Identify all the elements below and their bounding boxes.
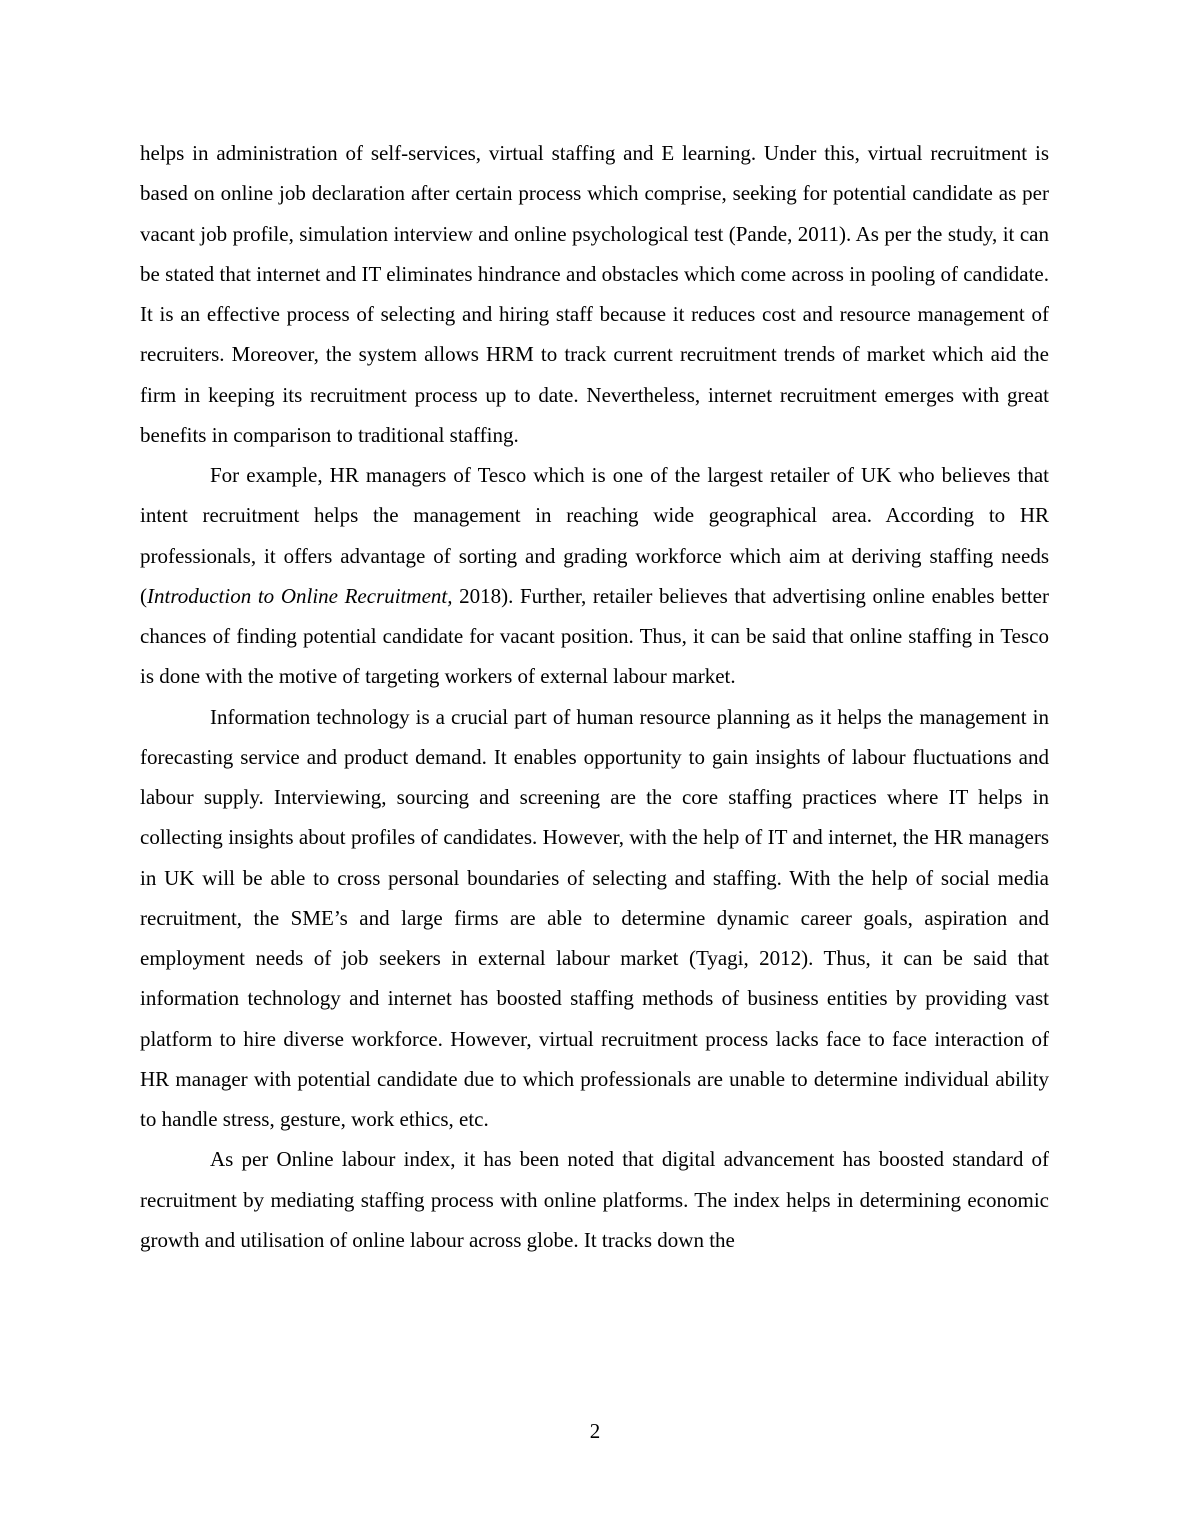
body-text — [140, 133, 1049, 1260]
paragraph-online-recruitment-overview: helps in administration of self-services, virtual staffing and E learning. Under this, virtual recruitment is based on online job declaration after certain process which comprise, seeking for potential candidate as per vacant job profile, simulation interview and online psychological test (Pande, 2011). As per the study, it can be stated that internet and IT eliminates hindrance and obstacles which come across in pooling of candidate. It is an effective process of selecting and hiring staff because it reduces cost and resource management of recruiters. Moreover, the system allows HRM to track current recruitment trends of market which aid the firm in keeping its recruitment process up to date. Nevertheless, internet recruitment emerges with great benefits in comparison to traditional staffing. — [140, 141, 1049, 447]
citation-title: Introduction to Online Recruitment, — [147, 583, 453, 608]
paragraph-tesco-example — [140, 455, 1049, 697]
paragraph-information-technology: Information technology is a crucial part of human resource planning as it helps the management in forecasting service and product demand. It enables opportunity to gain insights of labour fluctuations and labour supply. Interviewing, sourcing and screening are the core staffing practices where IT helps in collecting insights about profiles of candidates. However, with the help of IT and internet, the HR managers in UK will be able to cross personal boundaries of selecting and staffing. With the help of social media recruitment, the SME’s and large firms are able to determine dynamic career goals, aspiration and employment needs of job seekers in external labour market (Tyagi, 2012). Thus, it can be said that information technology and internet has boosted staffing methods of business entities by providing vast platform to hire diverse workforce. However, virtual recruitment process lacks face to face interaction of HR manager with potential candidate due to which professionals are unable to determine individual ability to handle stress, gesture, work ethics, etc. — [140, 704, 1049, 1131]
paragraph-tesco-text-after-citation: 2018). Further, retailer believes that advertising online enables better chances of finding potential candidate for vacant position. Thus, it can be said that online staffing in Tesco is done with the motive of targeting workers of external labour market. — [140, 583, 1049, 689]
page-number: 2 — [589, 1419, 601, 1443]
paragraph-online-labour-index: As per Online labour index, it has been noted that digital advancement has boosted standard of recruitment by mediating staffing process with online platforms. The index helps in determining economic growth and utilisation of online labour across globe. It tracks down the — [140, 1147, 1049, 1252]
paragraph-tesco-text-before-citation: For example, HR managers of Tesco which is one of the largest retailer of UK who believes that intent recruitment helps the management in reaching wide geographical area. According to HR professionals, it offers advantage of sorting and grading workforce which aim at deriving staffing needs ( — [140, 463, 1049, 608]
